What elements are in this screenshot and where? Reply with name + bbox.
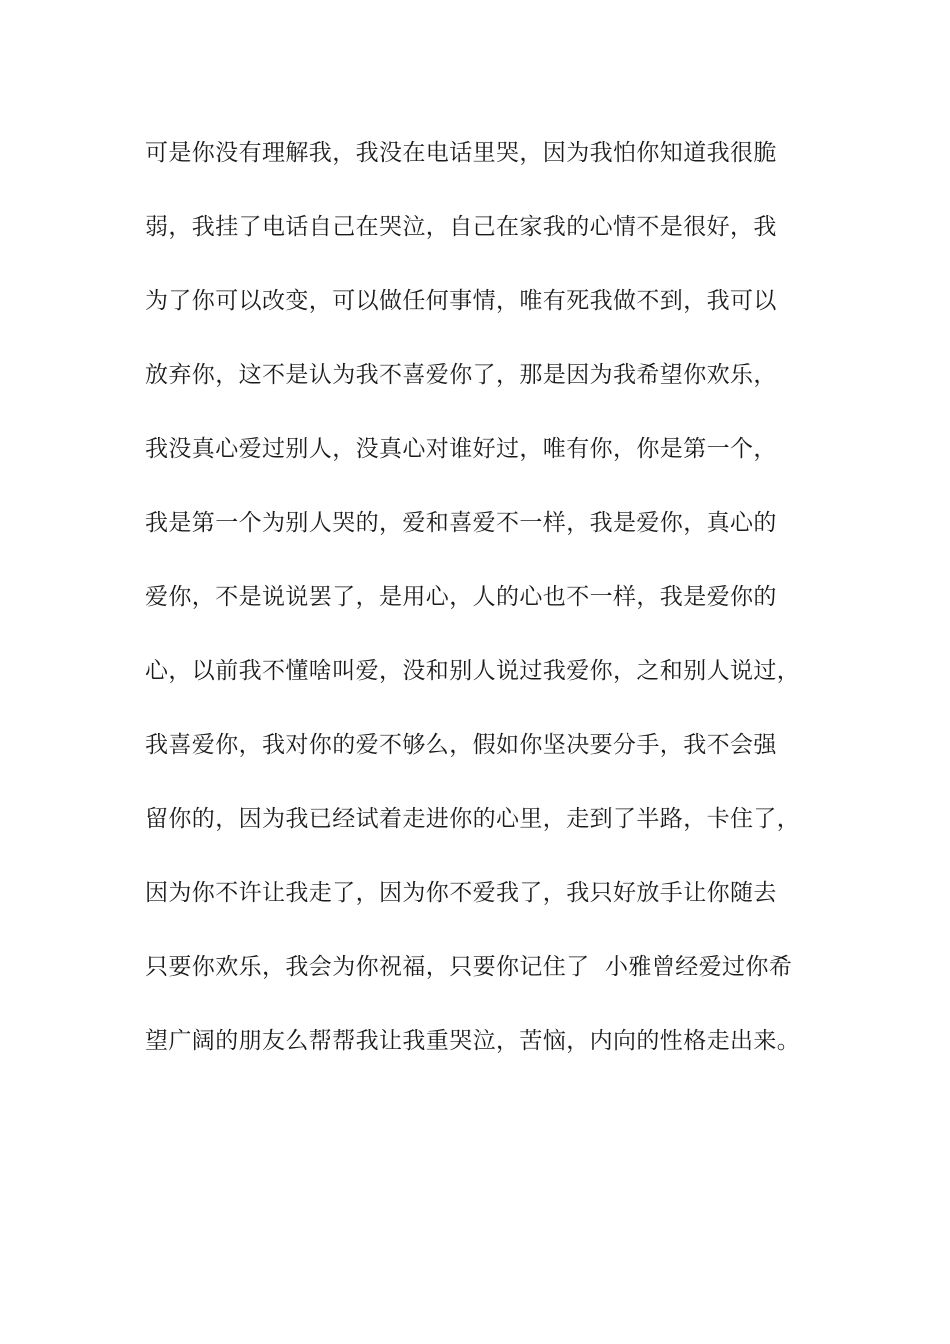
text-line: 心，以前我不懂啥叫爱，没和别人说过我爱你，之和别人说过， bbox=[145, 658, 801, 684]
text-line: 我喜爱你，我对你的爱不够么，假如你坚决要分手，我不会强 bbox=[145, 732, 777, 758]
text-line: 可是你没有理解我，我没在电话里哭，因为我怕你知道我很脆 bbox=[145, 140, 777, 166]
text-line: 留你的，因为我已经试着走进你的心里，走到了半路，卡住了， bbox=[145, 806, 801, 832]
text-line: 放弃你，这不是认为我不喜爱你了，那是因为我希望你欢乐， bbox=[145, 362, 777, 388]
text-line: 爱你，不是说说罢了，是用心，人的心也不一样，我是爱你的 bbox=[145, 584, 777, 610]
text-line: 只要你欢乐，我会为你祝福，只要你记住了 小雅曾经爱过你希 bbox=[145, 954, 793, 980]
text-line: 弱，我挂了电话自己在哭泣，自己在家我的心情不是很好，我 bbox=[145, 214, 777, 240]
text-line: 望广阔的朋友么帮帮我让我重哭泣，苦恼，内向的性格走出来。 bbox=[145, 1028, 801, 1054]
body-text bbox=[145, 134, 845, 1096]
text-line: 我是第一个为别人哭的，爱和喜爱不一样，我是爱你，真心的 bbox=[145, 510, 777, 536]
text-line: 我没真心爱过别人，没真心对谁好过，唯有你，你是第一个， bbox=[145, 436, 777, 462]
text-line: 因为你不许让我走了，因为你不爱我了，我只好放手让你随去 bbox=[145, 880, 777, 906]
text-line: 为了你可以改变，可以做任何事情，唯有死我做不到，我可以 bbox=[145, 288, 777, 314]
